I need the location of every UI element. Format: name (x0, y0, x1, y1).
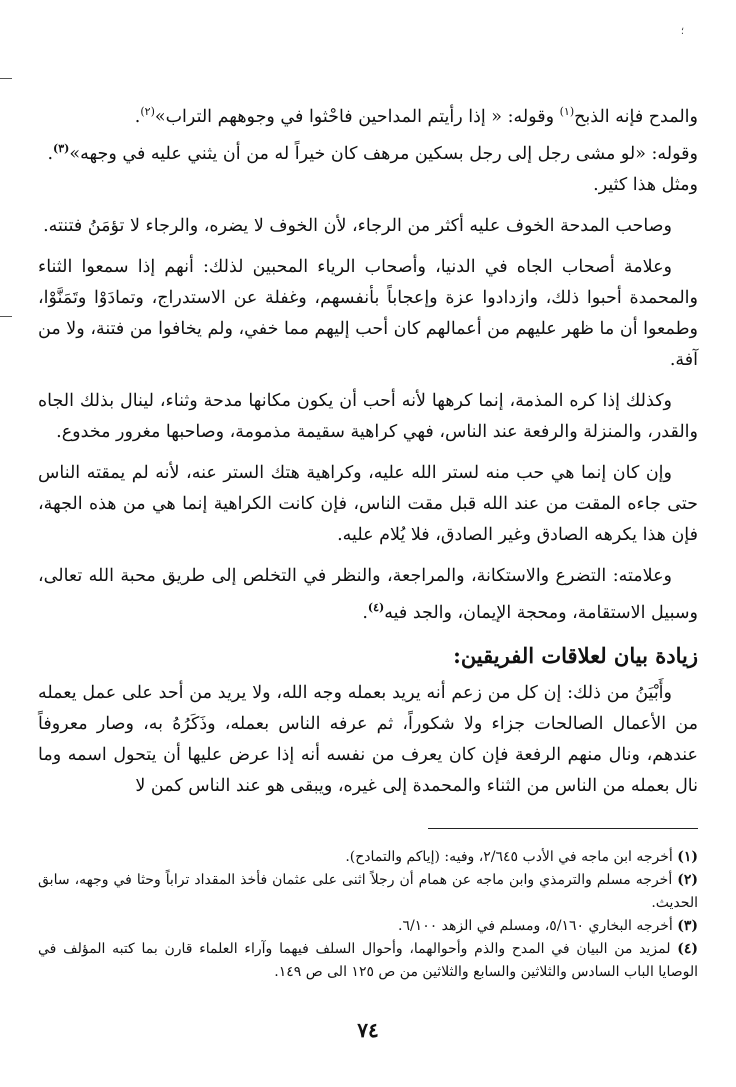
footnote-ref: (٤) (367, 600, 385, 614)
paragraph (38, 96, 698, 201)
text-span: . (47, 143, 54, 164)
footnote-divider (428, 828, 698, 829)
footnote-text: أخرجه ابن ماجه في الأدب ٢/٦٤٥، وفيه: (إياكم والتمادح). (345, 849, 678, 865)
margin-tick (0, 78, 12, 79)
footnote (38, 869, 698, 915)
paragraph (38, 561, 698, 629)
footnote-number: (١) (677, 849, 698, 865)
footnote-text: أخرجه البخاري ٥/١٦٠، ومسلم في الزهد ٦/١٠٠. (397, 918, 678, 934)
margin-tick (0, 316, 12, 317)
page-number: ٧٤ (357, 1018, 379, 1042)
footnote-ref: (٣) (53, 141, 70, 155)
footnote-ref: (١) (559, 105, 575, 118)
footnotes (38, 846, 698, 984)
footnote-text: أخرجه مسلم والترمذي وابن ماجه عن همام أن رجلاً اثنى على عثمان فأخذ المقداد تراباً وحثا في وجهه، سابق الحديث. (38, 872, 698, 911)
footnote-ref: (٢) (140, 105, 155, 118)
paragraph: وإن كان إنما هي حب منه لستر الله عليه، وكراهية هتك الستر عنه، لأنه لم يمقته الناس حتى جاءه المقت من عند الله قبل مقت الناس، فإن كانت الكراهية إنما هي من هذه الجهة، فإن هذا يكرهه الصادق وغير الصادق، فلا يُلام عليه. (38, 462, 698, 545)
text-span: ومثل هذا كثير. (593, 174, 698, 195)
text-span: . (134, 106, 141, 127)
paragraph: وأَبْيَنُ من ذلك: إن كل من زعم أنه يريد بعمله وجه الله، ولا يريد من أحد على عمل يعمله من الأعمال الصالحات جزاء ولا شكوراً، ثم عرفه الناس بعمله، وذَكَرُهُ به، وصار معروفاً عندهم، ونال منهم الرفعة فإن كان يعرف من نفسه أنه إذا عرض عليها أن يتحول اسمه وما نال بعمله من الناس من الثناء والمحمدة إلى غيره، ويبقى هو عند الناس كمن لا (38, 683, 698, 797)
text-span: . (362, 602, 368, 623)
text-span: وعلامته: التضرع والاستكانة، والمراجعة، والنظر في التخلص إلى طريق محبة الله تعالى، وسبيل الاستقامة، ومحجة الإيمان، والجد فيه (38, 565, 698, 623)
footnote-number: (٤) (677, 941, 698, 957)
paragraph: وكذلك إذا كره المذمة، إنما كرهها لأنه أحب أن يكون مكانها مدحة وثناء، لينال بذلك الجاه والقدر، والمنزلة والرفعة عند الناس، فهي كراهية سقيمة مذمومة، وصاحبها مغرور مخدوع. (38, 390, 698, 442)
paragraph: وصاحب المدحة الخوف عليه أكثر من الرجاء، لأن الخوف لا يضره، والرجاء لا تؤمَنُ فتنته. (43, 215, 672, 236)
text-span: وقوله: « إذا رأيتم المداحين فاحْثوا في وجوههم التراب» (154, 106, 560, 127)
corner-mark: ؛ (680, 26, 684, 37)
text-span: وقوله: «لو مشى رجل إلى رجل بسكين مرهف كان خيراً له من أن يثني عليه في وجهه» (69, 143, 698, 164)
text-span: والمدح فإنه الذبح (574, 106, 698, 127)
footnote (38, 915, 698, 938)
footnote-number: (٣) (677, 918, 698, 934)
section-heading: زيادة بيان لعلاقات الفريقين: (453, 643, 698, 669)
main-text (38, 96, 698, 812)
paragraph: وعلامة أصحاب الجاه في الدنيا، وأصحاب الرياء المحبين لذلك: أنهم إذا سمعوا الثناء والمحمدة أحبوا ذلك، وازدادوا عزة وإعجاباً بأنفسهم، وغفلة عن الاستدراج، وتمادَوْا وتَمَنَّوْا، وطمعوا أن ما ظهر عليهم من أعمالهم كان أحب إليهم مما خفي، ولم يخافوا من فتنة، ولا من آفة. (38, 256, 698, 370)
footnote (38, 846, 698, 869)
footnote (38, 938, 698, 984)
footnote-number: (٢) (677, 872, 698, 888)
footnote-text: لمزيد من البيان في المدح والذم وأحوالهما، وأحوال السلف فيهما وآراء العلماء قارن بما كتبه المؤلف في الوصايا الباب السادس والثلاثين والسابع والثلاثين من ص ١٢٥ الى ص ١٤٩. (38, 941, 698, 980)
